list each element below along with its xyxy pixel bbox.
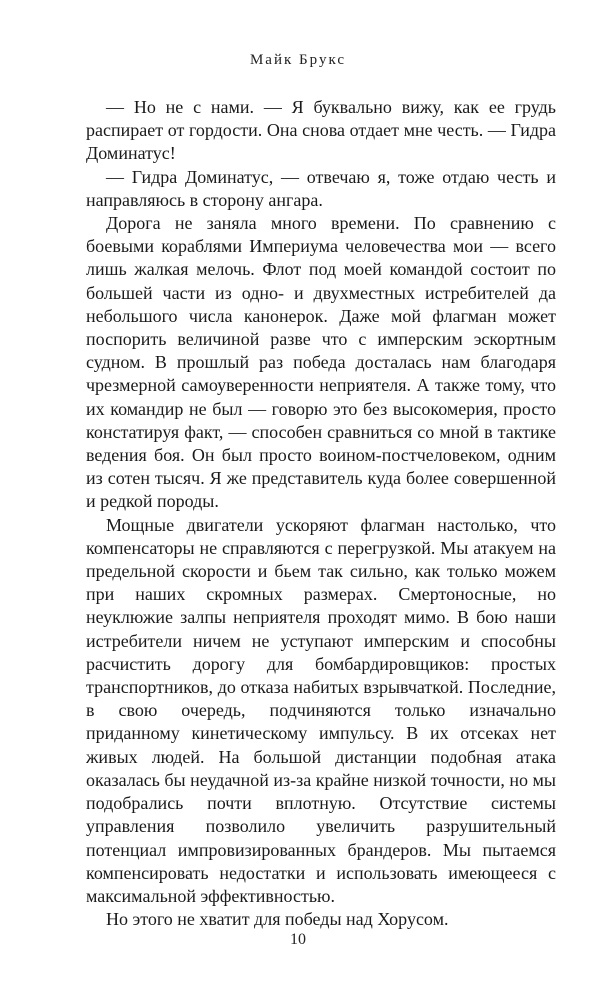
paragraph: — Гидра Доминатус, — отвечаю я, тоже отдаю честь и направляюсь в сторону ангара.	[86, 166, 556, 210]
page-number: 10	[290, 931, 306, 948]
paragraph: — Но не с нами. — Я буквально вижу, как ее грудь распирает от гордости. Она снова отдает мне честь. — Гидра Доминатус!	[86, 97, 556, 164]
body-text	[86, 96, 556, 931]
paragraph: Но этого не хватит для победы над Хорусом.	[106, 909, 449, 930]
paragraph: Дорога не заняла много времени. По сравнению с боевыми кораблями Империума человечества мои — всего лишь жалкая мелочь. Флот под моей командой состоит по большей части из одно- и двухместных истребителей да небольшого числа канонерок. Даже мой флагман может поспорить величиной разве что с имперским эскортным судном. В прошлый раз победа досталась нам благодаря чрезмерной самоуверенности неприятеля. А также тому, что их командир не был — говорю это без высокомерия, просто констатируя факт, — способен сравниться со мной в тактике ведения боя. Он был просто воином-постчеловеком, одним из сотен тысяч. Я же представитель куда более совершенной и редкой породы.	[86, 213, 556, 512]
running-head: Майк Брукс	[249, 52, 347, 68]
paragraph: Мощные двигатели ускоряют флагман настолько, что компенсаторы не справляются с перегрузкой. Мы атакуем на предельной скорости и бьем так сильно, как только можем при наших скромных размерах. Смертоносные, но неуклюжие залпы неприятеля проходят мимо. В бою наши истребители ничем не уступают имперским и способны расчистить дорогу для бомбардировщиков: простых транспортников, до отказа набитых взрывчаткой. Последние, в свою очередь, подчиняются только изначально приданному кинетическому импульсу. В их отсеках нет живых людей. На большой дистанции подобная атака оказалась бы неудачной из-за крайне низкой точности, но мы подобрались почти вплотную. Отсутствие системы управления позволило увеличить разрушительный потенциал импровизированных брандеров. Мы пытаемся компенсировать недостатки и использовать имеющееся с максимальной эффективностью.	[86, 514, 556, 906]
